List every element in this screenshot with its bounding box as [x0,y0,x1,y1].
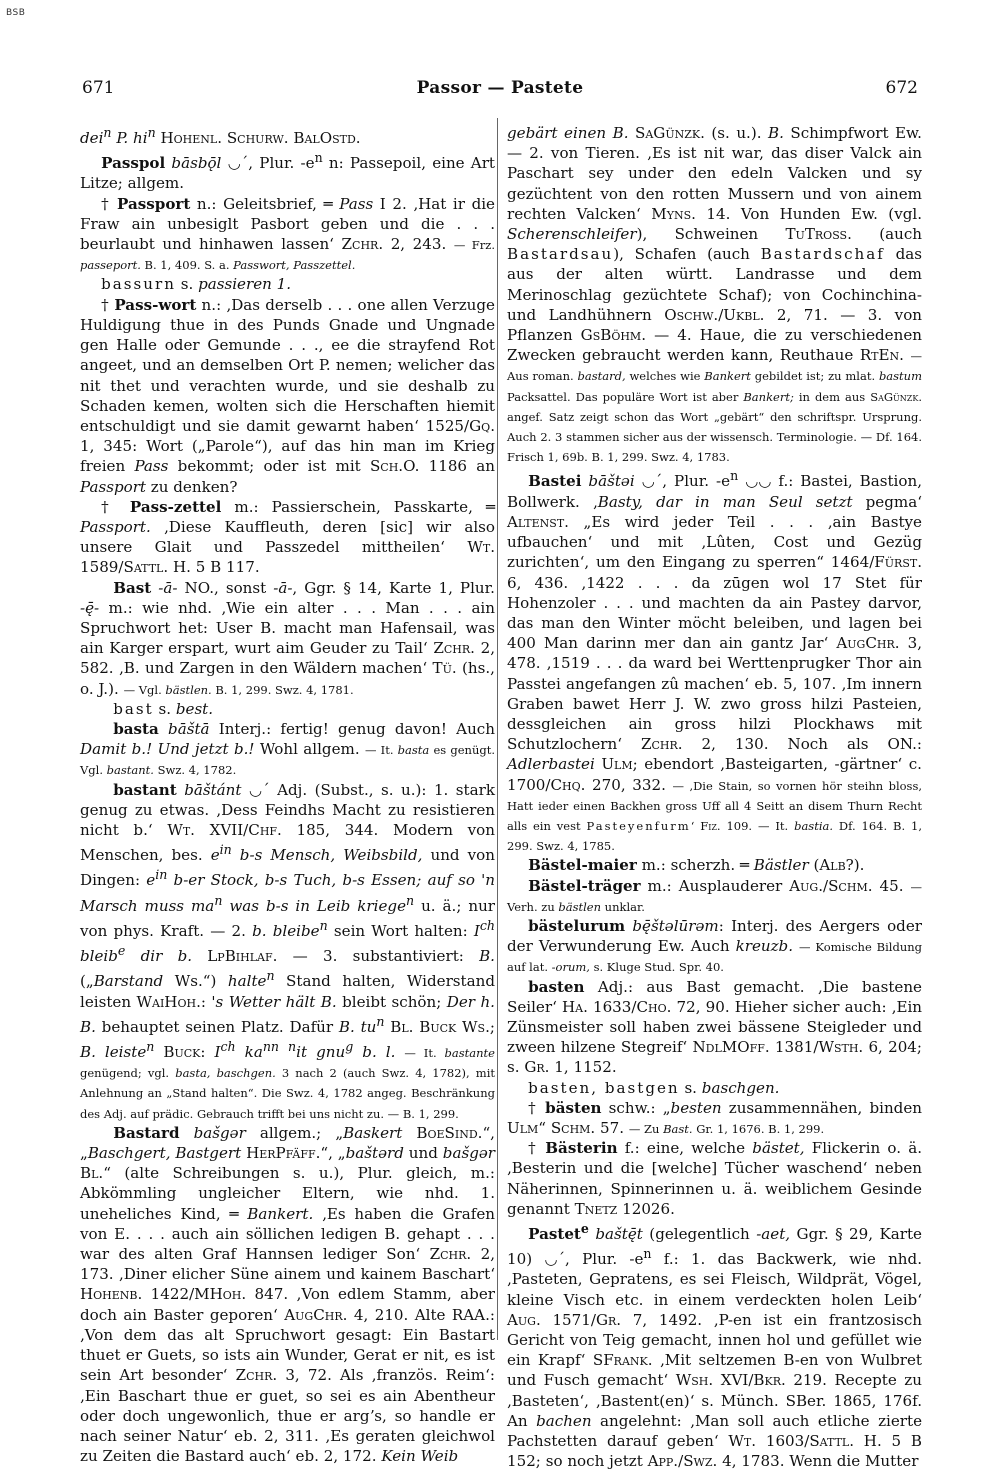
dictionary-entry: Bästel-maier m.: scherzh. ═ Bästler (Alb?). [528,856,865,875]
page-header [82,78,918,100]
library-stamp: BSB [6,8,26,18]
dictionary-entry: Passpol bāsbǭl ◡´, Plur. $-e^n$ n: Passepoil, eine Art Litze; allgem. [80,150,495,193]
dictionary-entry: bastant bāštánt ◡´ Adj. (Subst., s. u.): 1. stark genug zu etwas. ‚Dess Feindhs Macht zu resistieren nicht b.‘ Wt. XVII/Chf. 185, 344. Modern von Menschen, bes. $e^{in}$ b-s Mensch, Weibsbild, und von Dingen: $e^{in}$ b-er Stock, b-s Tuch, b-s Essen; auf so 'n Marsch muss $ma^n$ was b-s in Leib kriege$^n$ u. ä.; nur von phys. Kraft. — 2. b. bleibe$^n$ sein Wort halten: $I^{ch}$ bleib$^e$ dir b. LpBihlaf. — 3. substantiviert: B. („Barstand Ws.“) halte$^n$ Stand halten, Widerstand leisten WaiHoh.: 's Wetter hält B. bleibt schön; Der h. B. behauptet seinen Platz. Dafür B. $tu^n$ Bl. Buck Ws.; B. leiste$^n$ Buck: $I^{ch}$ $ka^{nn}$ $^n$it gnu$^g$ b. l. — It. bastante genügend; vgl. basta, baschgen. 3 nach 2 (auch Swz. 4, 1782), mit Anlehnung an „Stand halten“. Die Swz. 4, 1782 angeg. Beschränkung des Adj. auf prädic. Gebrauch trifft bei uns nicht zu. — B. 1, 299. [80,780,496,1121]
column-divider [497,118,498,1340]
dictionary-entry: † Pass-zettel m.: Passierschein, Passkarte, ═ Passport. ‚Diese Kauffleuth, deren [sic] wir also unsere Glait und Passzedel mittheilen‘ Wt. 1589/Sattl. H. 5 B 117. [80,497,495,577]
dictionary-entry: gebärt einen B. SaGünzk. (s. u.). B. Schimpfwort Ew. — 2. von Tieren. ‚Es ist nit war, das diser Valck ain Paschart sey under den edeln Valcken und sy gezüchtent von den rotten Mussern und von ainem rechten Valcken‘ Myns. 14. Von Hunden Ew. (vgl. Scherenschleifer), Schweinen TuTross. (auch Bastardsau), Schafen (auch Bastardschaf das aus der alten württ. Landrasse und dem Merinoschlag gezüchtete Schaf); von Cochinchina- und Landhühnern Oschw./Ukbl. 2, 71. — 3. von Pflanzen GsBöhm. — 4. Haue, die zu verschiedenen Zwecken gebraucht werden kann, Reuthaue RtEn. — Aus roman. bastard, welches wie Bankert gebildet ist; zu mlat. bastum Packsattel. Das populäre Wort ist aber Bankert; in dem aus SaGünzk. angef. Satz zeigt schon das Wort „gebärt“ den schriftspr. Ursprung. Auch 2. 3 stammen sicher aus der wissensch. Terminologie. — Df. 164. Frisch 1, 69b. B. 1, 299. Swz. 4, 1783. [507,124,923,465]
left-column [80,123,495,1466]
running-title: Passor — Pastete [416,78,584,98]
dictionary-entry: bassurn s. passieren 1. [101,275,292,294]
dictionary-entry: basten, bastgen s. baschgen. [528,1078,780,1097]
dictionary-entry: Bast -ā- NO., sonst -ā-, Ggr. § 14, Karte 1, Plur. -ę̄- m.: wie nhd. ‚Wie ein alter . . . Man . . . ain Spruchwort het: User B. macht man Hafensail, was ain Karger erspart, wurt aim Geuder zu Tail‘ Zchr. 2, 582. ‚B. und Zargen in den Wäldern machen‘ Tü. (hs., o. J.). — Vgl. bästlen. B. 1, 299. Swz. 4, 1781. [80,578,495,698]
dictionary-entry: † Bästerin f.: eine, welche bästet, Flickerin o. ä. ‚Besterin und die [welche] Tücher waschend‘ neben Näherinnen, Spinnerinnen u. ä. weiblichem Gesinde genannt Tnetz 12026. [507,1139,922,1218]
dictionary-entry: † Passport n.: Geleitsbrief, ═ Pass I 2. ‚Hat ir die Fraw ain unbesiglt Pasbort geben und die . . . beurlaubt und hinhawen lassen‘ Zchr. 2, 243. — Frz. passeport. B. 1, 409. S. a. Passwort, Passzettel. [80,194,495,273]
page-number-right: 672 [885,78,918,98]
dictionary-entry: Pastet$^e$ baštę̄t (gelegentlich -aet, Ggr. § 29, Karte 10) ◡´, Plur. $-e^n$ f.: 1. das Backwerk, wie nhd. ‚Pasteten, Gepratens, es sei Fleisch, Wildprät, Vögel, kleine Visch etc. in einem verdeckten holen Leib‘ Aug. 1571/Gr. 7, 1492. ‚P-en ist ein frantzosisch Gericht von Teig gemacht, innen hol und gefüllet wie ein Krapf‘ SFrank. ‚Mit seltzemen B-en von Wulbret und Fusch gemacht‘ Wsh. XVI/Bkr. 219. Recepte zu ‚Basteten‘, ‚Bastent(en)‘ s. Münch. SBer. 1865, 176f. An bachen angelehnt: ‚Man soll auch etliche zierte Pachstetten darauf geben‘ Wt. 1603/Sattl. H. 5 B 152; so noch jetzt App./Swz. 4, 1783. Wenn die Mutter [507,1221,922,1471]
dictionary-entry: bästelurum bę̄štəlūrəm: Interj. des Aergers oder der Verwunderung Ew. Auch kreuzb. — Komische Bildung auf lat. -orum, s. Kluge Stud. Spr. 40. [507,916,922,975]
dictionary-entry: Bastei bāštəi ◡´, Plur. $-e^n$ ◡◡ f.: Bastei, Bastion, Bollwerk. ‚Basty, dar in man Seul setzt pegma‘ Altenst. „Es wird jeder Teil . . . ‚ain Bastye ufbauchen‘ und mit ‚Lûten, Cost und Gezüg zurichten‘, um den Eingang zu sperren“ 1464/Fürst. 6, 436. ‚1422 . . . da zūgen wol 17 Stet für Hohenzoler . . . und machten da ain Pastey darvor, das man den Winter möcht beleiben, und lagen bei 400 Man darinn mer dan ain gantz Jar‘ AugChr. 3, 478. ‚1519 . . . da ward bei Werttenprugker Thor ain Passtei angefangen zû machen‘ eb. 5, 107. ‚Im innern Graben bawet Herr J. W. zwo gross hilzi Pasteien, dessgleichen ain gross hilzi Plockhaws mit Schutzlochern‘ Zchr. 2, 130. Noch als ON.: Adlerbastei Ulm; ebendort ‚Basteigarten, -gärtner‘ c. 1700/Chq. 270, 332. — ‚Die Stain, so vornen hör steihn bloss, Hatt ieder einen Backhen gross Uff all 4 Seitt an disem Thurn Recht alls ein vest Pasteyenfurm‘ Fiz. 109. — It. bastia. Df. 164. B. 1, 299. Swz. 4, 1785. [507,468,922,854]
dictionary-entry: Bastard bašgər allgem.; „Baskert BoeSind.“, „Baschgert, Bastgert HerPfäff.“, „baštərd und bašgər Bl.“ (alte Schreibungen s. u.), Plur. gleich, m.: Abkömmling ungleicher Eltern, wie nhd. 1. uneheliches Kind, ═ Bankert. ‚Es haben die Grafen von E. . . . auch ain söllichen ledigen B. gehapt . . . war des alten Graf Hannsen lediger Son‘ Zchr. 2, 173. ‚Diner elicher Süne ainem und kainem Baschart‘ Hohenb. 1422/MHoh. 847. ‚Von edlem Stamm, aber doch ain Baster geporen‘ AugChr. 4, 210. Alte RAA.: ‚Von dem das alt Spruchwort gesagt: Ein Bastart thuet er Guets, so ists ain Wunder, Gerat er nit, es ist sein Art besonder‘ Zchr. 3, 72. Als ‚französ. Reim‘: ‚Ein Baschart thue er guet, so sei es ain Abentheur oder doch ungewonlich, thue er argʼs, so handle er nach seiner Natur‘ eb. 2, 311. ‚Es geraten gleichwol zu Zeiten die Bastard auch‘ eb. 2, 172. Kein Weib [80,1123,496,1466]
dictionary-entry: dei$^n$ P. $hi^n$ Hohenl. Schurw. BalOstd. [80,125,361,148]
dictionary-entry: † bästen schw.: „besten zusammennähen, binden Ulm“ Schm. 57. — Zu Bast. Gr. 1, 1676. B. 1, 299. [507,1098,922,1137]
right-column [507,123,922,1472]
dictionary-entry: basta bāštā Interj.: fertig! genug davon! Auch Damit b.! Und jetzt b.! Wohl allgem. — It. basta es genügt. Vgl. bastant. Swz. 4, 1782. [80,719,495,778]
page-number-left: 671 [82,78,115,98]
dictionary-entry: † Pass-wort n.: ‚Das derselb . . . one allen Verzuge Huldigung thue in des Punds Gnade und Ungnade gen Halle oder Gemunde . . ., ee die strayfend Rot angeet, und an demselben Ort P. nemen; welicher das nit thet und verachten wurde, und sie deshalb zu Schaden kemen, wolten sich die Herschaften hiemit entschuldigt und sie damit gewarnt haben‘ 1525/Gq. 1, 345: Wort („Parole“), auf das hin man im Krieg freien Pass bekommt; oder ist mit Sch.O. 1186 an Passport zu denken? [80,295,495,496]
dictionary-entry: basten Adj.: aus Bast gemacht. ‚Die bastene Seiler‘ Ha. 1633/Cho. 72, 90. Hieher sicher auch: ‚Ein Zünsmeister soll haben zwei bässene Steigleder und zween hilzene Stegreif‘ NdlMOff. 1381/Wsth. 6, 204; s. Gr. 1, 1152. [507,977,923,1077]
dictionary-entry: bast s. best. [113,699,214,718]
dictionary-entry: Bästel-träger m.: Ausplauderer Aug./Schm. 45. — Verh. zu bästlen unklar. [507,876,922,914]
